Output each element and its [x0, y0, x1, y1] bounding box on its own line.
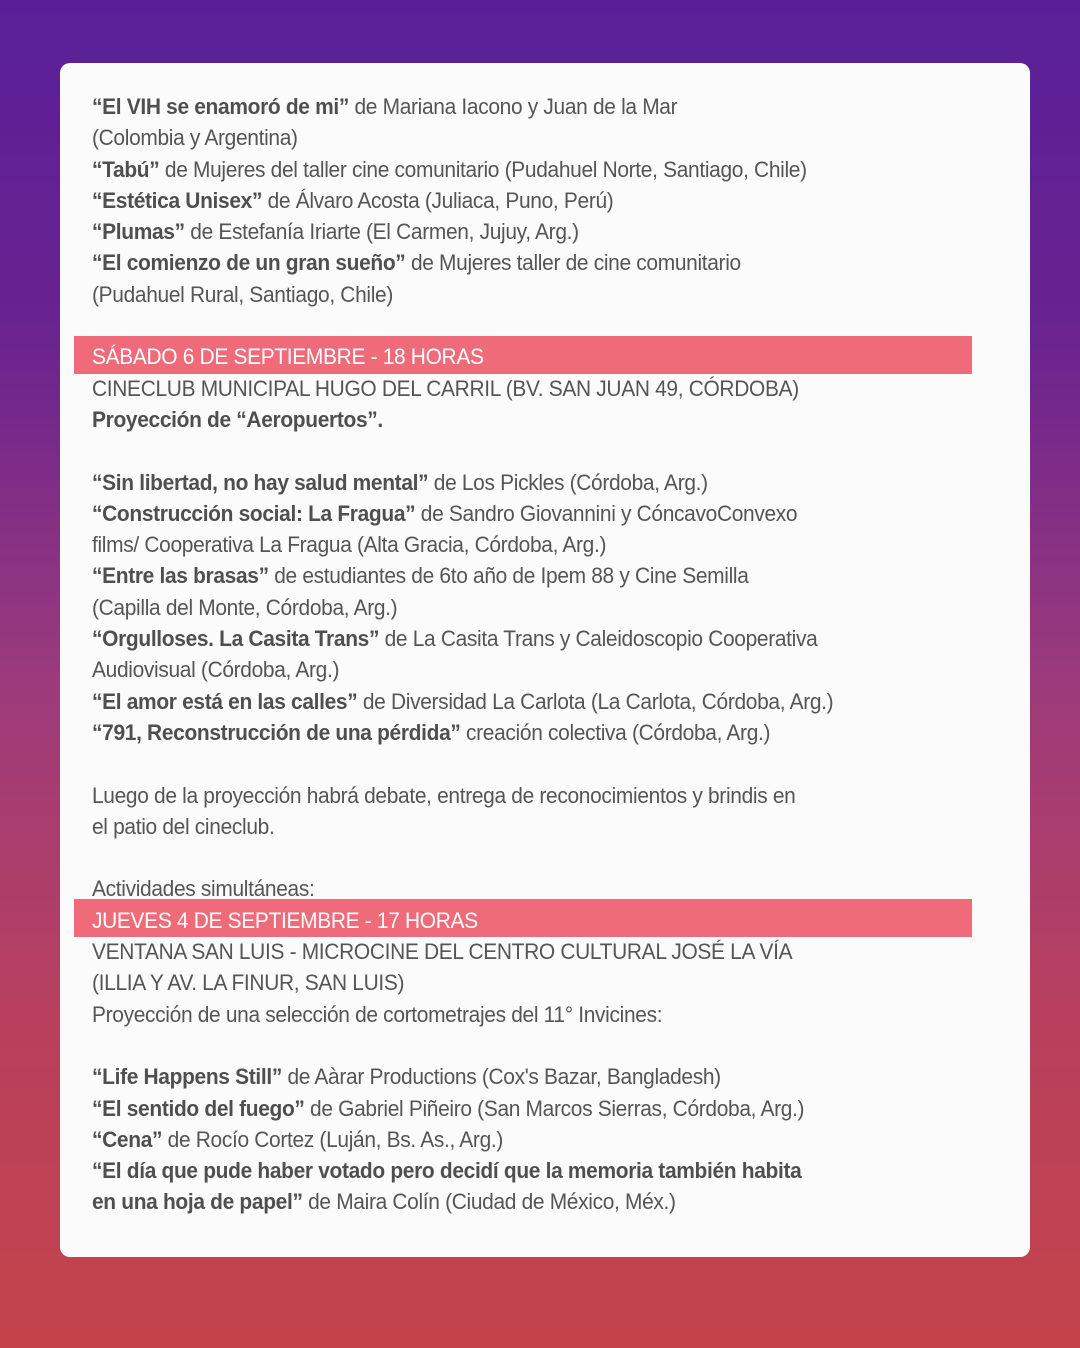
film-entry — [92, 686, 948, 717]
film-credit: de Estefanía Iriarte (El Carmen, Jujuy, Arg.) — [184, 219, 579, 245]
film-title: “El amor está en las calles” — [92, 688, 358, 714]
film-title: “Entre las brasas” — [92, 563, 269, 589]
film-entry-continued — [92, 1186, 948, 1217]
film-entry — [92, 623, 948, 654]
film-credit: de Aàrar Productions (Cox's Bazar, Bangladesh) — [281, 1064, 721, 1090]
date-header-saturday: SÁBADO 6 DE SEPTIEMBRE - 18 HORAS — [92, 344, 484, 370]
film-title: “El comienzo de un gran sueño” — [92, 250, 406, 276]
film-entry-continued: (Capilla del Monte, Córdoba, Arg.) — [92, 594, 398, 620]
program-card — [60, 63, 1030, 1257]
film-title: en una hoja de papel” — [92, 1189, 303, 1215]
film-title: “791, Reconstrucción de una pérdida” — [92, 719, 461, 745]
film-entry-continued: (Colombia y Argentina) — [92, 125, 298, 151]
film-entry — [92, 1093, 948, 1124]
film-credit: de La Casita Trans y Caleidoscopio Cooperativa — [379, 626, 818, 652]
film-title: “El VIH se enamoró de mi” — [92, 94, 349, 119]
simultaneous-activities-label: Actividades simultáneas: — [92, 876, 315, 902]
film-entry — [92, 1061, 948, 1092]
film-title: “Sin libertad, no hay salud mental” — [92, 469, 429, 495]
film-entry — [92, 560, 948, 591]
film-entry — [92, 467, 948, 498]
venue: CINECLUB MUNICIPAL HUGO DEL CARRIL (BV. SAN JUAN 49, CÓRDOBA) — [92, 375, 799, 401]
film-title: “Estética Unisex” — [92, 187, 263, 213]
film-credit: de Mariana Iacono y Juan de la Mar — [348, 94, 678, 119]
film-credit: de Rocío Cortez (Luján, Bs. As., Arg.) — [162, 1126, 504, 1152]
venue-address: (ILLIA Y AV. LA FINUR, SAN LUIS) — [92, 970, 405, 996]
film-credit: de Los Pickles (Córdoba, Arg.) — [428, 469, 708, 495]
film-entry-continued: Audiovisual (Córdoba, Arg.) — [92, 657, 340, 683]
venue: VENTANA SAN LUIS - MICROCINE DEL CENTRO CULTURAL JOSÉ LA VÍA — [92, 939, 793, 965]
film-entry — [92, 154, 948, 185]
film-credit: de Diversidad La Carlota (La Carlota, Córdoba, Arg.) — [357, 688, 834, 714]
film-entry — [92, 498, 948, 529]
date-header-thursday: JUEVES 4 DE SEPTIEMBRE - 17 HORAS — [92, 907, 478, 933]
event-note-continued: el patio del cineclub. — [92, 813, 275, 839]
film-entry — [92, 247, 948, 278]
film-credit: de Mujeres del taller cine comunitario (Pudahuel Norte, Santiago, Chile) — [159, 156, 807, 182]
film-credit: de estudiantes de 6to año de Ipem 88 y Cine Semilla — [268, 563, 749, 589]
film-entry — [92, 185, 948, 216]
event-note: Luego de la proyección habrá debate, entrega de reconocimientos y brindis en — [92, 782, 796, 808]
film-entry — [92, 91, 948, 122]
film-entry — [92, 717, 948, 748]
film-credit: creación colectiva (Córdoba, Arg.) — [460, 719, 771, 745]
film-credit: de Maira Colín (Ciudad de México, Méx.) — [302, 1189, 676, 1215]
film-credit: de Sandro Giovannini y CóncavoConvexo — [415, 500, 798, 526]
film-entry-continued: (Pudahuel Rural, Santiago, Chile) — [92, 281, 394, 307]
film-credit: de Álvaro Acosta (Juliaca, Puno, Perú) — [262, 187, 614, 213]
screening-description: Proyección de una selección de cortometrajes del 11° Invicines: — [92, 1001, 663, 1027]
film-credit: de Gabriel Piñeiro (San Marcos Sierras, Córdoba, Arg.) — [304, 1095, 805, 1121]
film-entry — [92, 1124, 948, 1155]
film-title: “El día que pude haber votado pero decidí que la memoria también habita — [92, 1158, 802, 1184]
film-credit: de Mujeres taller de cine comunitario — [405, 250, 741, 276]
film-title: “Cena” — [92, 1126, 163, 1152]
program-text — [92, 91, 948, 1218]
film-title: “Life Happens Still” — [92, 1064, 282, 1090]
screening-title: Proyección de “Aeropuertos”. — [92, 406, 383, 432]
film-title: “Construcción social: La Fragua” — [92, 500, 416, 526]
film-entry — [92, 216, 948, 247]
film-title: “Tabú” — [92, 156, 160, 182]
film-title: “Orgulloses. La Casita Trans” — [92, 626, 380, 652]
film-title: “El sentido del fuego” — [92, 1095, 305, 1121]
film-title: “Plumas” — [92, 219, 185, 245]
film-entry-continued: films/ Cooperativa La Fragua (Alta Gracia, Córdoba, Arg.) — [92, 532, 607, 558]
film-entry — [92, 1155, 948, 1186]
